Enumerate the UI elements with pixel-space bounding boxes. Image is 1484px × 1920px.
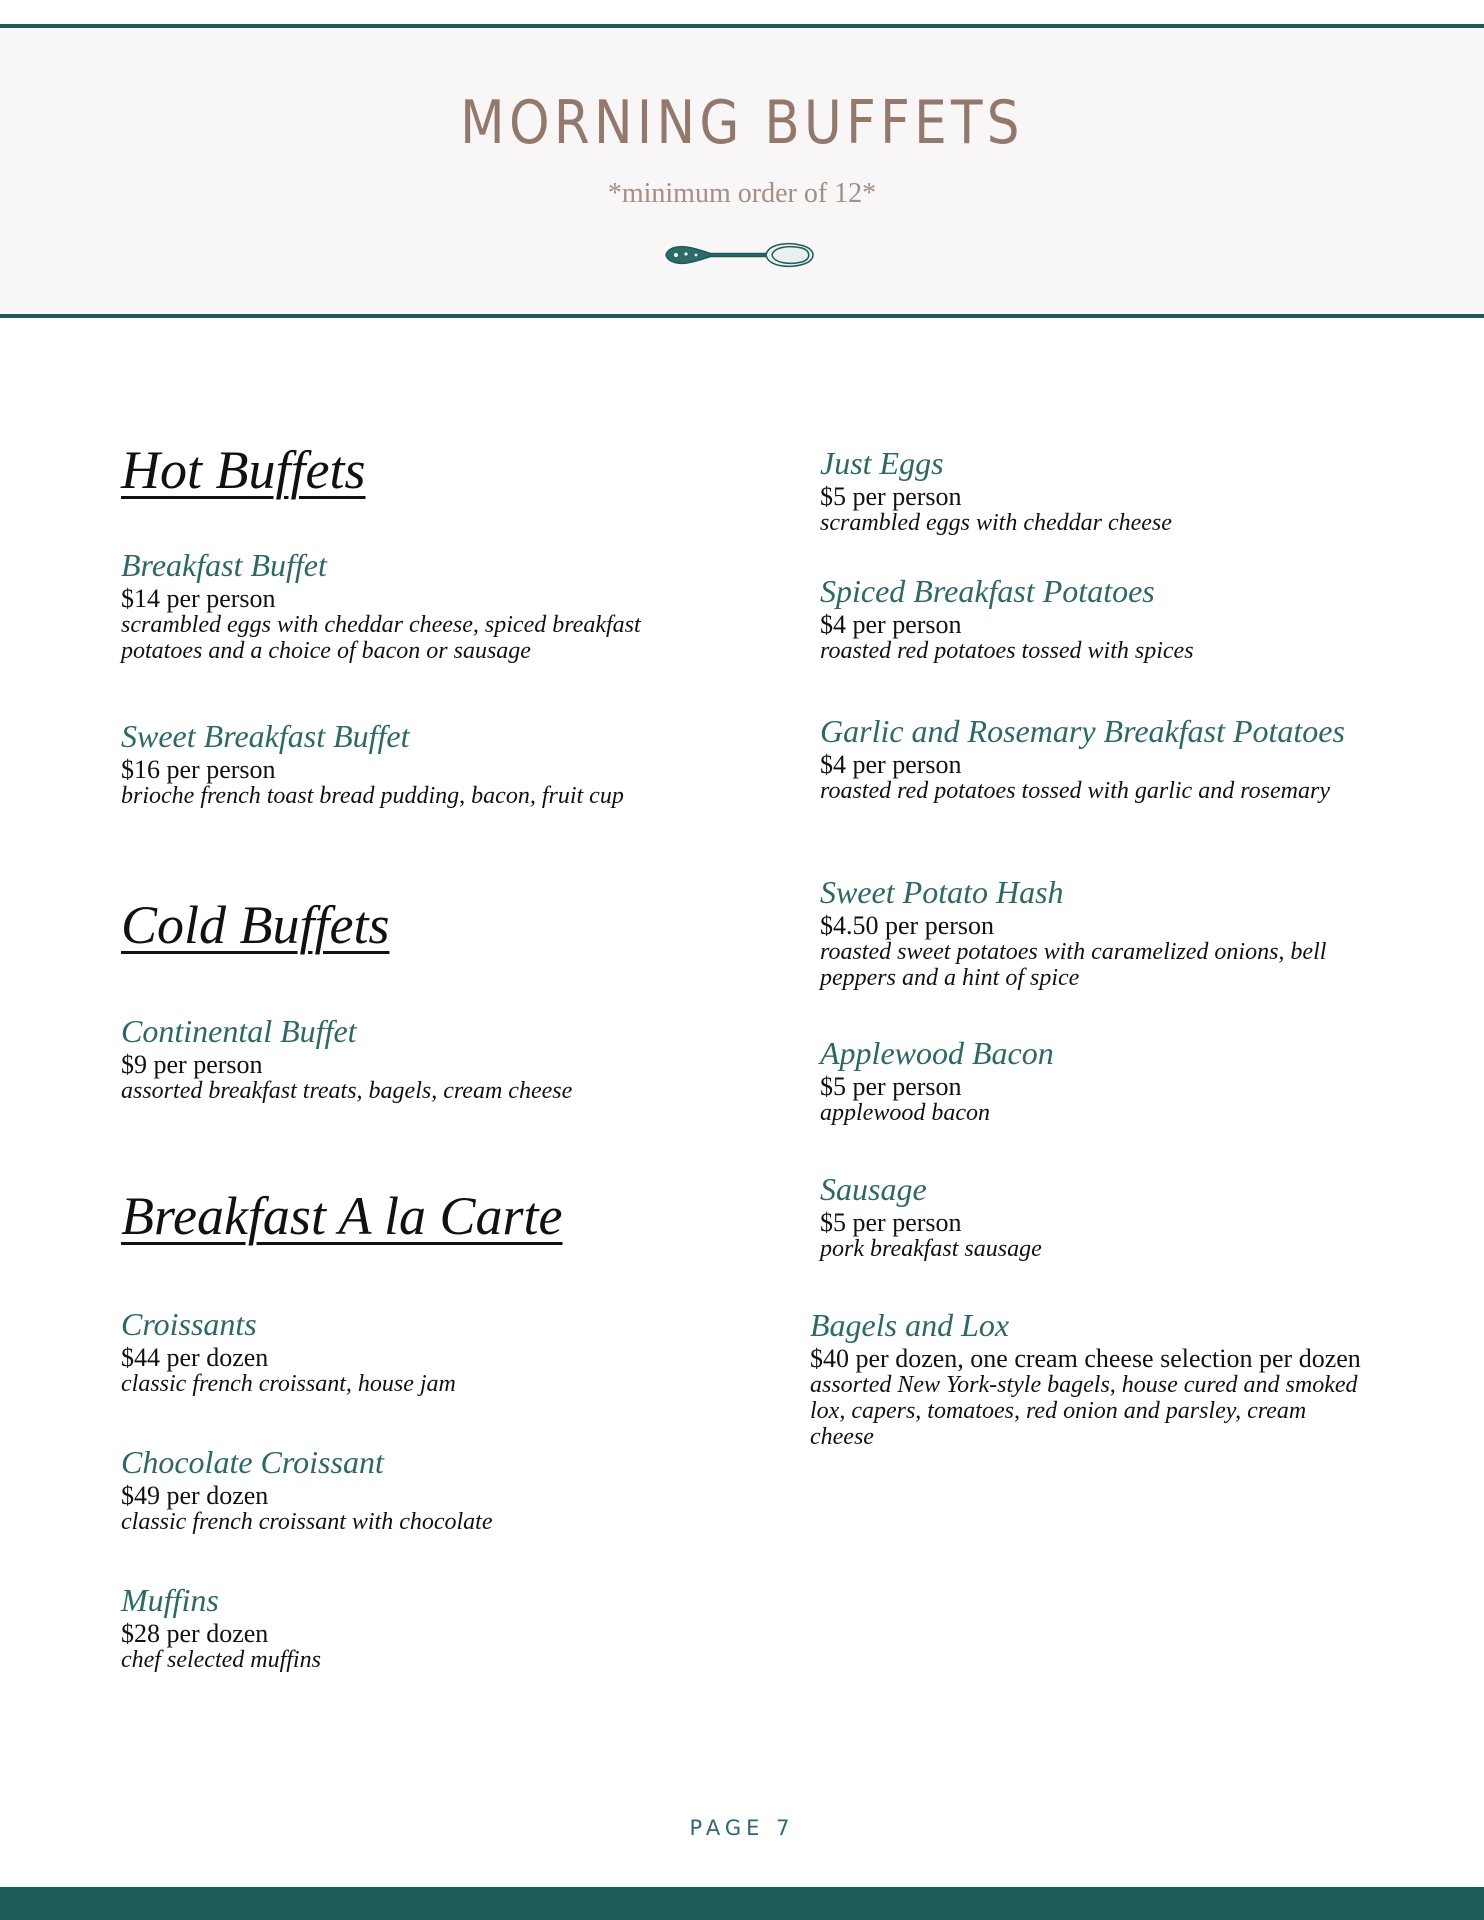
item-price: $16 per person xyxy=(121,755,276,784)
item-name: Continental Buffet xyxy=(121,1013,357,1049)
item-name: Croissants xyxy=(121,1306,257,1342)
menu-item xyxy=(121,717,721,809)
item-name: Sausage xyxy=(820,1171,927,1207)
item-price: $4 per person xyxy=(820,750,962,779)
item-description: scrambled eggs with cheddar cheese, spiced breakfast potatoes and a choice of bacon or sausage xyxy=(121,612,641,664)
item-price: $5 per person xyxy=(820,1208,962,1237)
item-name: Bagels and Lox xyxy=(810,1307,1010,1343)
item-price: $4 per person xyxy=(820,610,962,639)
item-description: brioche french toast bread pudding, bacon, fruit cup xyxy=(121,783,624,809)
menu-item xyxy=(820,572,1380,664)
section-title-a-la-carte: Breakfast A la Carte xyxy=(121,1186,563,1246)
item-description: pork breakfast sausage xyxy=(820,1236,1042,1262)
item-price: $44 per dozen xyxy=(121,1343,269,1372)
item-name: Garlic and Rosemary Breakfast Potatoes xyxy=(820,713,1345,749)
menu-item xyxy=(820,444,1380,536)
item-name: Muffins xyxy=(121,1582,219,1618)
page-title: MORNING BUFFETS xyxy=(460,88,1024,158)
item-price: $9 per person xyxy=(121,1050,263,1079)
menu-item xyxy=(820,873,1380,991)
item-price: $5 per person xyxy=(820,1072,962,1101)
item-description: assorted breakfast treats, bagels, cream cheese xyxy=(121,1078,573,1104)
item-name: Breakfast Buffet xyxy=(121,547,327,583)
item-description: assorted New York-style bagels, house cured and smoked lox, capers, tomatoes, red onion and parsley, cream cheese xyxy=(810,1372,1358,1450)
item-price: $28 per dozen xyxy=(121,1619,269,1648)
item-name: Just Eggs xyxy=(820,445,944,481)
item-name: Sweet Breakfast Buffet xyxy=(121,718,410,754)
item-description: applewood bacon xyxy=(820,1100,990,1126)
page-header xyxy=(0,24,1484,318)
item-price: $14 per person xyxy=(121,584,276,613)
menu-item xyxy=(820,712,1380,804)
menu-item xyxy=(121,1581,721,1673)
page-number: PAGE 7 xyxy=(689,1816,795,1840)
item-description: classic french croissant, house jam xyxy=(121,1371,456,1397)
item-description: classic french croissant with chocolate xyxy=(121,1509,493,1535)
item-description: chef selected muffins xyxy=(121,1647,321,1673)
item-price: $5 per person xyxy=(820,482,962,511)
item-name: Chocolate Croissant xyxy=(121,1444,384,1480)
item-price: $4.50 per person xyxy=(820,911,995,940)
section-title-hot-buffets: Hot Buffets xyxy=(121,440,366,500)
item-name: Spiced Breakfast Potatoes xyxy=(820,573,1155,609)
menu-item xyxy=(121,1443,721,1535)
item-name: Sweet Potato Hash xyxy=(820,874,1064,910)
item-description: roasted red potatoes tossed with spices xyxy=(820,638,1194,664)
menu-item xyxy=(121,1012,721,1104)
menu-item xyxy=(121,546,721,664)
item-price: $40 per dozen, one cream cheese selection per dozen xyxy=(810,1344,1361,1373)
item-description: roasted sweet potatoes with caramelized onions, bell peppers and a hint of spice xyxy=(820,939,1327,991)
menu-item xyxy=(121,1305,721,1397)
menu-item xyxy=(820,1034,1380,1126)
spoon-icon xyxy=(662,236,818,274)
item-price: $49 per dozen xyxy=(121,1481,269,1510)
item-description: roasted red potatoes tossed with garlic and rosemary xyxy=(820,778,1330,804)
menu-item xyxy=(820,1170,1380,1262)
item-description: scrambled eggs with cheddar cheese xyxy=(820,510,1172,536)
section-title-cold-buffets: Cold Buffets xyxy=(121,895,390,955)
minimum-order-note: *minimum order of 12* xyxy=(607,178,877,209)
menu-item xyxy=(810,1306,1370,1450)
item-name: Applewood Bacon xyxy=(820,1035,1054,1071)
footer-bar xyxy=(0,1887,1484,1920)
